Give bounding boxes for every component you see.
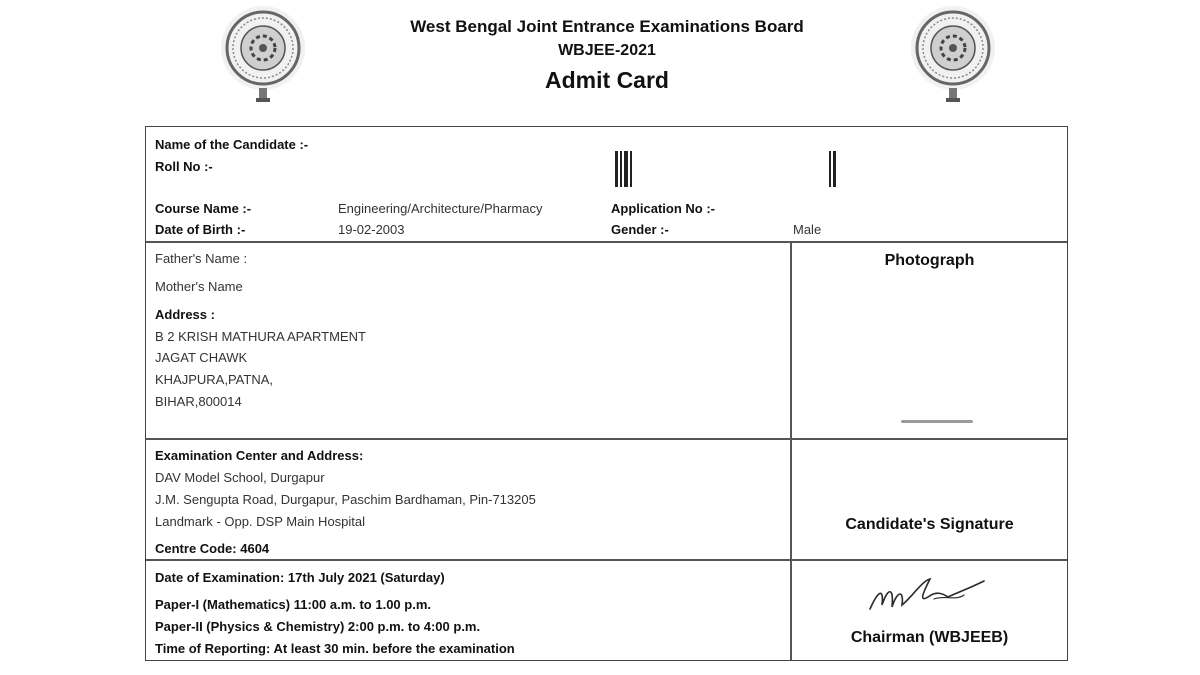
roll-barcode (615, 151, 635, 187)
candidate-name-label: Name of the Candidate :- (155, 137, 309, 152)
course-label: Course Name :- (155, 201, 252, 216)
father-name-label: Father's Name : (155, 251, 248, 266)
address-label: Address : (155, 307, 215, 322)
photo-residue (901, 420, 973, 423)
gender-value: Male (793, 222, 822, 237)
chairman-signature-icon (864, 567, 994, 619)
divider (146, 241, 1067, 243)
address-line: B 2 KRISH MATHURA APARTMENT (155, 329, 366, 344)
chairman-label: Chairman (WBJEEB) (850, 629, 1009, 646)
page-title: Admit Card (545, 67, 669, 93)
exam-center-line: Landmark - Opp. DSP Main Hospital (155, 514, 366, 529)
exam-center-line: J.M. Sengupta Road, Durgapur, Paschim Bardhaman, Pin-713205 (155, 492, 536, 507)
paper-1-time: Paper-I (Mathematics) 11:00 a.m. to 1.00 p.m. (155, 597, 431, 612)
divider (146, 559, 1067, 561)
admit-card (145, 126, 1068, 661)
address-line: KHAJPURA,PATNA, (155, 372, 273, 387)
exam-center-line: DAV Model School, Durgapur (155, 470, 325, 485)
address-line: BIHAR,800014 (155, 394, 242, 409)
gender-label: Gender :- (611, 222, 669, 237)
centre-code: Centre Code: 4604 (155, 541, 270, 556)
candidate-signature-label: Candidate's Signature (845, 516, 1014, 533)
exam-center-label: Examination Center and Address: (155, 448, 364, 463)
board-name: West Bengal Joint Entrance Examinations Board (410, 17, 804, 36)
application-no-label: Application No :- (611, 201, 715, 216)
application-barcode (829, 151, 837, 187)
reporting-time: Time of Reporting: At least 30 min. before the examination (155, 641, 515, 656)
address-line: JAGAT CHAWK (155, 350, 248, 365)
divider (146, 438, 1067, 440)
photograph-label: Photograph (884, 252, 975, 269)
course-value: Engineering/Architecture/Pharmacy (338, 201, 543, 216)
dob-value: 19-02-2003 (338, 222, 405, 237)
exam-date: Date of Examination: 17th July 2021 (Saturday) (155, 570, 445, 585)
paper-2-time: Paper-II (Physics & Chemistry) 2:00 p.m. to 4:00 p.m. (155, 619, 481, 634)
exam-name: WBJEE-2021 (558, 42, 656, 59)
column-divider (790, 241, 792, 660)
dob-label: Date of Birth :- (155, 222, 246, 237)
roll-no-label: Roll No :- (155, 159, 213, 174)
mother-name-label: Mother's Name (155, 279, 243, 294)
